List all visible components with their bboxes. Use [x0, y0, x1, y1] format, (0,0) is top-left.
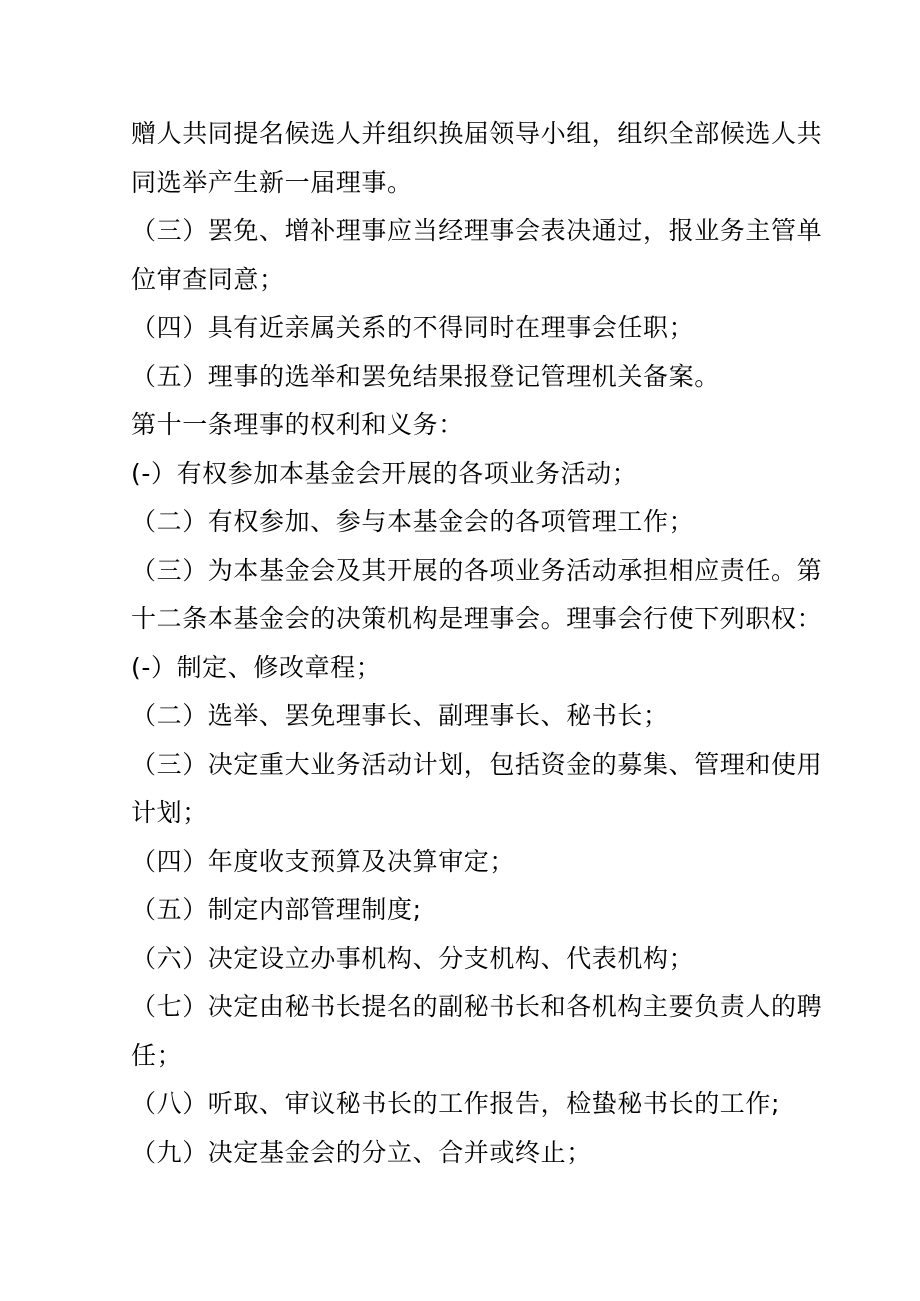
text-line: （三）为本基金会及其开展的各项业务活动承担相应责任。第 [131, 555, 823, 585]
text-line: (-）有权参加本基金会开展的各项业务活动； [131, 458, 638, 488]
article-heading: 第十一条理事的权利和义务： [131, 410, 464, 439]
text-line: 计划； [131, 798, 208, 827]
text-line: （七）决定由秘书长提名的副秘书长和各机构主要负责人的聘 [131, 992, 823, 1021]
text-line: 同选举产生新一届理事。 [131, 167, 413, 197]
text-line: （八）听取、审议秘书长的工作报告，检蛰秘书长的工作; [131, 1089, 781, 1118]
text-line: 位审查同意； [131, 264, 285, 294]
text-line: （五）制定内部管理制度; [131, 895, 422, 924]
text-line: （五）理事的选举和罢免结果报登记管理机关备案。 [131, 361, 720, 391]
text-line: 赠人共同提名候选人并组织换届领导小组，组织全部候选人共 [131, 119, 823, 148]
text-line: （三）罢免、增补理事应当经理事会表决通过，报业务主管单 [131, 216, 823, 245]
text-line: （四）年度收支预算及决算审定； [131, 846, 516, 876]
document-body [131, 110, 831, 1177]
text-line: 十二条本基金会的决策机构是理事会。理事会行使下列职权： [131, 604, 823, 633]
text-line: （二）有权参加、参与本基金会的各项管理工作； [131, 507, 695, 536]
text-line: （二）选举、罢免理事长、副理事长、秘书长； [131, 701, 669, 730]
text-line: （四）具有近亲属关系的不得同时在理事会任职； [131, 313, 695, 342]
text-line: （六）决定设立办事机构、分支机构、代表机构； [131, 943, 695, 973]
text-line: （九）决定基金会的分立、合并或终止； [131, 1137, 592, 1167]
text-line: 任； [131, 1040, 183, 1070]
text-line: (-）制定、修改章程； [131, 652, 382, 682]
text-line: （三）决定重大业务活动计划，包括资金的募集、管理和使用 [131, 749, 823, 779]
